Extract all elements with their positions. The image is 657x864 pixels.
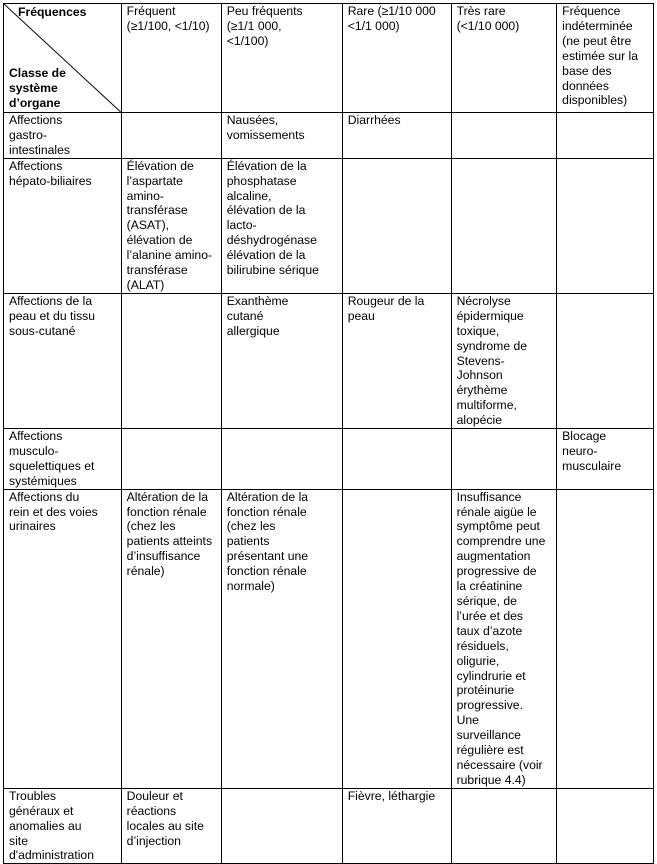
table-cell bbox=[121, 113, 221, 159]
table-cell: Nécrolyse épidermique toxique, syndrome de Stevens- Johnson érythème multiforme, alopécie bbox=[451, 293, 557, 428]
table-cell bbox=[451, 113, 557, 159]
organ-class-cell: Affections du rein et des voies urinaires bbox=[4, 489, 122, 788]
table-cell: Nausées, vomissements bbox=[221, 113, 342, 159]
table-cell: Altération de la fonction rénale (chez les patients présentant une fonction rénale normale) bbox=[221, 489, 342, 788]
table-row bbox=[4, 489, 654, 788]
table-row bbox=[4, 293, 654, 428]
table-cell: Insuffisance rénale aigüe le symptôme peut comprendre une augmentation progressive de la créatinine sérique, de l’urée et des taux d’azote résiduels, oligurie, cylindrurie et protéinurie progressive. Une surveillance régulière est nécessaire (voir rubrique 4.4) bbox=[451, 489, 557, 788]
organ-class-cell: Affections musculo- squelettiques et systémiques bbox=[4, 429, 122, 490]
table-cell bbox=[121, 293, 221, 428]
organ-class-cell: Affections gastro- intestinales bbox=[4, 113, 122, 159]
table-cell: Blocage neuro- musculaire bbox=[557, 429, 654, 490]
table-cell bbox=[557, 158, 654, 293]
table-cell bbox=[221, 788, 342, 864]
organ-class-cell: Troubles généraux et anomalies au site d'administration bbox=[4, 788, 122, 864]
table-cell bbox=[451, 429, 557, 490]
table-row bbox=[4, 113, 654, 159]
header-rare: Rare (≥1/10 000 <1/1 000) bbox=[342, 4, 451, 113]
header-row bbox=[4, 4, 654, 113]
table-cell: Élévation de l’aspartate amino- transférase (ASAT), élévation de l’alanine amino- transférase (ALAT) bbox=[121, 158, 221, 293]
header-unknown: Fréquence indéterminée (ne peut être estimée sur la base des données disponibles) bbox=[557, 4, 654, 113]
corner-header-cell bbox=[4, 4, 122, 113]
table-cell: Altération de la fonction rénale (chez les patients atteints d’insuffisance rénale) bbox=[121, 489, 221, 788]
table-row bbox=[4, 158, 654, 293]
organ-class-cell: Affections hépato-biliaires bbox=[4, 158, 122, 293]
table-cell bbox=[342, 158, 451, 293]
table-cell bbox=[451, 788, 557, 864]
organ-class-cell: Affections de la peau et du tissu sous-cutané bbox=[4, 293, 122, 428]
table-cell: Élévation de la phosphatase alcaline, élévation de la lacto- déshydrogénase élévation de la bilirubine sérique bbox=[221, 158, 342, 293]
table-cell bbox=[342, 429, 451, 490]
header-very-rare: Très rare (<1/10 000) bbox=[451, 4, 557, 113]
table-cell: Douleur et réactions locales au site d’injection bbox=[121, 788, 221, 864]
table-cell bbox=[121, 429, 221, 490]
table-cell bbox=[221, 429, 342, 490]
table-cell bbox=[557, 293, 654, 428]
adverse-effects-table bbox=[3, 3, 654, 864]
table-cell bbox=[557, 788, 654, 864]
header-frequent: Fréquent (≥1/100, <1/10) bbox=[121, 4, 221, 113]
organ-class-header-label: Classe de système d’organe bbox=[9, 66, 66, 111]
table-cell: Exanthème cutané allergique bbox=[221, 293, 342, 428]
table-cell bbox=[342, 489, 451, 788]
table-row bbox=[4, 788, 654, 864]
table-row bbox=[4, 429, 654, 490]
table-cell: Diarrhées bbox=[342, 113, 451, 159]
frequency-header-label: Fréquences bbox=[18, 5, 87, 19]
table-cell: Rougeur de la peau bbox=[342, 293, 451, 428]
table-cell bbox=[557, 113, 654, 159]
table-cell bbox=[557, 489, 654, 788]
table-cell bbox=[451, 158, 557, 293]
table-cell: Fièvre, léthargie bbox=[342, 788, 451, 864]
header-uncommon: Peu fréquents (≥1/1 000, <1/100) bbox=[221, 4, 342, 113]
